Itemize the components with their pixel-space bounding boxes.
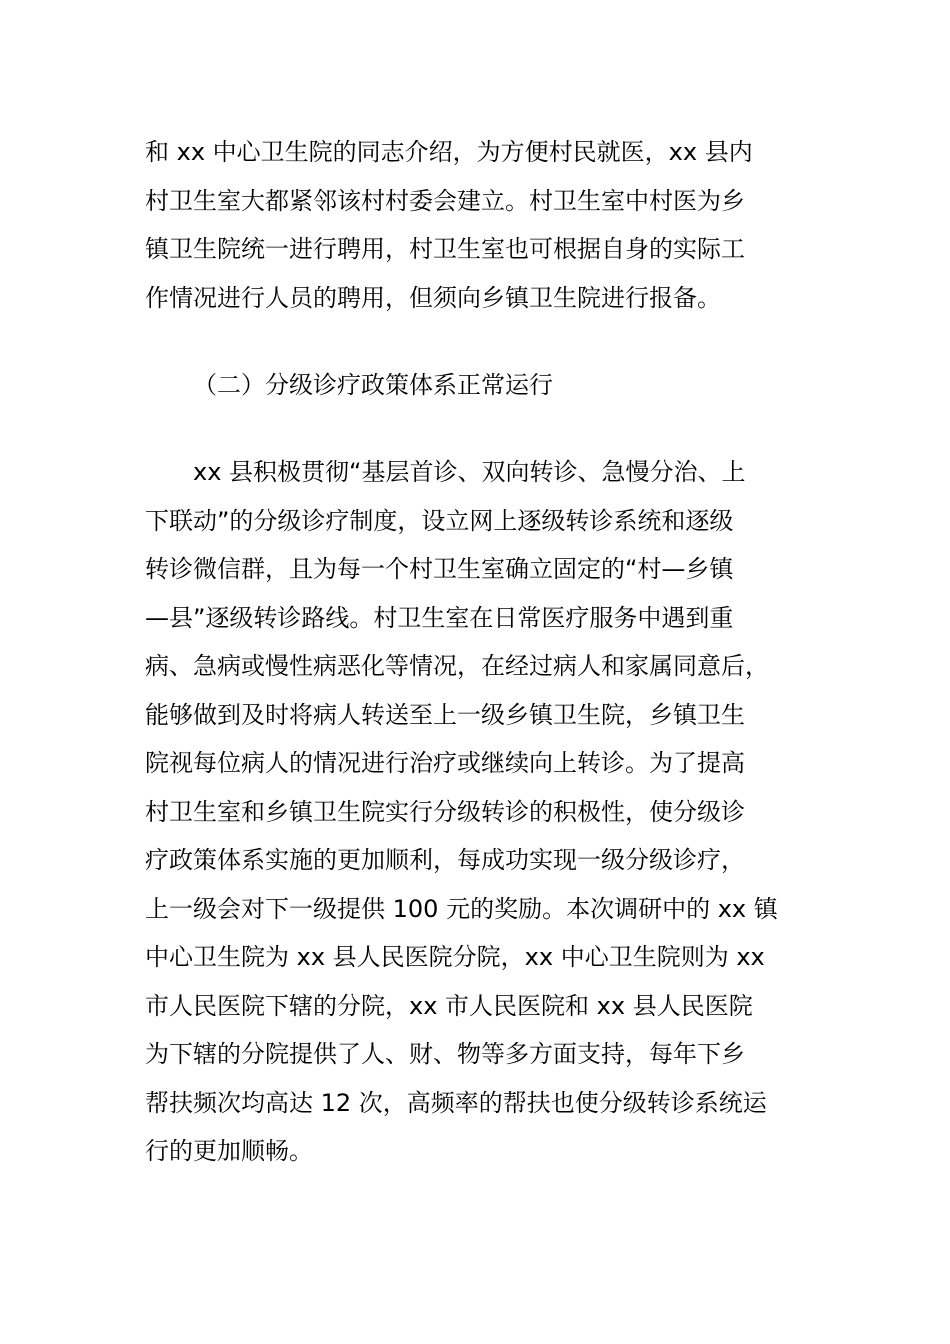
text-line: 转诊微信群，且为每一个村卫生室确立固定的“村—乡镇 <box>145 555 734 583</box>
text-line: 作情况进行人员的聘用，但须向乡镇卫生院进行报备。 <box>145 283 721 312</box>
text-line: 行的更加顺畅。 <box>145 1137 313 1165</box>
text-line: 镇卫生院统一进行聘用，村卫生室也可根据自身的实际工 <box>145 235 745 263</box>
text-line: 村卫生室和乡镇卫生院实行分级转诊的积极性，使分级诊 <box>145 797 745 826</box>
paragraph-health-center-intro <box>145 128 815 322</box>
text-line: 市人民医院下辖的分院，xx 市人民医院和 xx 县人民医院 <box>145 991 753 1020</box>
text-line: 病、急病或慢性病恶化等情况，在经过病人和家属同意后， <box>145 652 769 680</box>
text-line: 院视每位病人的情况进行治疗或继续向上转诊。为了提高 <box>145 749 745 777</box>
section-heading <box>145 361 815 410</box>
text-line: xx 县积极贯彻“基层首诊、双向转诊、急慢分治、上 <box>193 458 746 486</box>
paragraph-tiered-diagnosis <box>145 448 815 1176</box>
text-line: 为下辖的分院提供了人、财、物等多方面支持，每年下乡 <box>145 1040 745 1068</box>
text-line: —县”逐级转诊路线。村卫生室在日常医疗服务中遇到重 <box>145 603 734 632</box>
section-heading-text: （二）分级诊疗政策体系正常运行 <box>193 371 553 399</box>
text-line: 帮扶频次均高达 12 次，高频率的帮扶也使分级转诊系统运 <box>145 1088 767 1117</box>
text-line: 村卫生室大都紧邻该村村委会建立。村卫生室中村医为乡 <box>145 186 745 215</box>
text-line: 中心卫生院为 xx 县人民医院分院，xx 中心卫生院则为 xx <box>145 943 765 971</box>
text-line: 能够做到及时将病人转送至上一级乡镇卫生院，乡镇卫生 <box>145 700 745 729</box>
text-line: 下联动”的分级诊疗制度，设立网上逐级转诊系统和逐级 <box>145 506 734 535</box>
text-line: 疗政策体系实施的更加顺利，每成功实现一级分级诊疗， <box>145 846 745 874</box>
text-line: 上一级会对下一级提供 100 元的奖励。本次调研中的 xx 镇 <box>145 894 778 923</box>
text-line: 和 xx 中心卫生院的同志介绍，为方便村民就医，xx 县内 <box>145 138 753 166</box>
